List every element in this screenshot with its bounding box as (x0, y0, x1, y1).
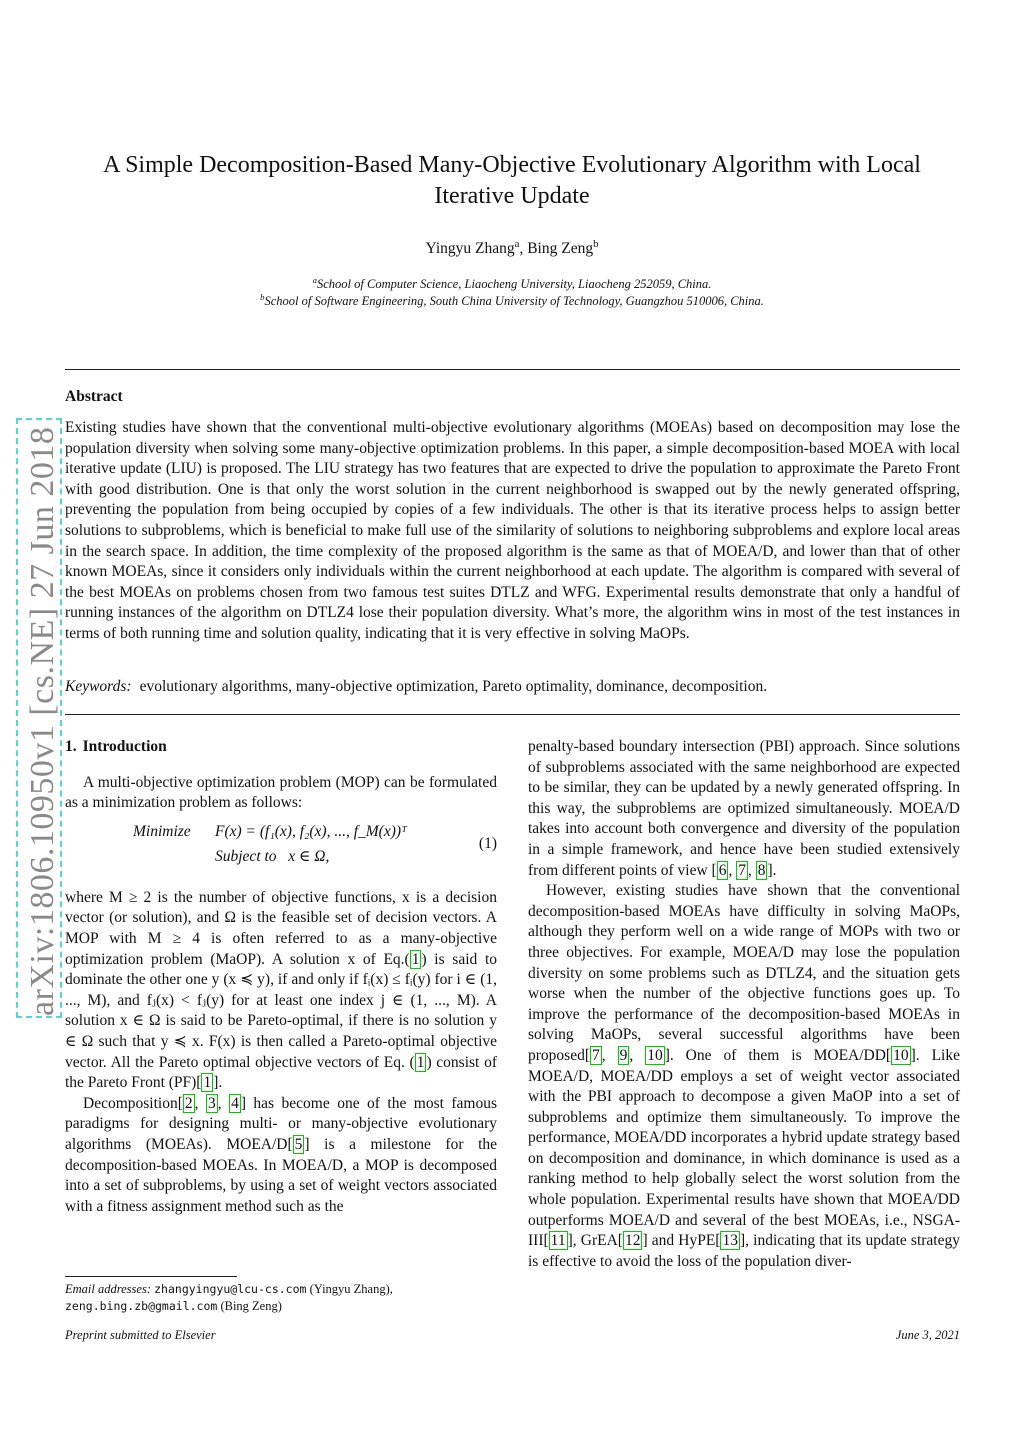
equation-number: (1) (478, 834, 497, 852)
affiliations (0, 276, 1024, 310)
equation-link[interactable]: 1 (416, 1053, 425, 1071)
author-mark: b (593, 237, 599, 250)
citation-link[interactable]: 3 (207, 1094, 216, 1112)
citation-link[interactable]: 4 (231, 1094, 239, 1112)
equation-1: Minimize F(x) = (f₁(x), f₂(x), ..., f_M(x))ᵀ Subject to x ∈ Ω, (1) (133, 822, 497, 865)
equation-link[interactable]: 1 (411, 950, 420, 968)
left-column (65, 737, 497, 1217)
footnote-label: Email addresses: (65, 1282, 151, 1296)
section-heading: 1. Introduction (65, 738, 167, 755)
affiliation-a: $^a$School of Computer Science, Liaocheng University, Liaocheng 252059, China. (312, 274, 712, 291)
citation-link[interactable]: 7 (592, 1046, 600, 1064)
footer-left: Preprint submitted to Elsevier (65, 1328, 216, 1342)
paragraph: where M ≥ 2 is the number of objective functions, x is a decision vector (or solution), and Ω is the feasible set of decision vectors. A MOP with M ≥ 4 is often referred to as a many-objective optimization problem (MaOP). A solution x of Eq.( 1 ) is said to dominate the other one y (x ≼ y), if and only if fᵢ(x) ≤ fᵢ(y) for i ∈ (1, ..., M), and fⱼ(x) < fⱼ(y) for at least one index j ∈ (1, ..., M). A solution x ∈ Ω is said to be Pareto-optimal, if there is no solution y ∈ Ω such that y ≼ x. F(x) is then called a Pareto-optimal objective vector. All the Pareto optimal objective vectors of Eq. ( 1 ) consist of the Pareto Front (PF)[ 1 ]. (65, 888, 497, 1092)
citation-link[interactable]: 2 (184, 1094, 193, 1112)
citation-link[interactable]: 10 (893, 1046, 909, 1064)
footer-date: June 3, 2021 (895, 1328, 960, 1342)
paper-title: A Simple Decomposition-Based Many-Objective Evolutionary Algorithm with Local Iterative Update (103, 152, 921, 209)
footnote-rule (65, 1276, 237, 1277)
footnote: Email addresses: zhangyingyu@lcu-cs.com (Yingyu Zhang), zeng.bing.zb@gmail.com (Bing Zeng) (65, 1282, 393, 1313)
citation-link[interactable]: 13 (722, 1232, 738, 1250)
keywords (65, 678, 960, 696)
paragraph: A multi-objective optimization problem (MOP) can be formulated as a minimization problem as follows: (65, 773, 497, 812)
email-link[interactable]: zeng.bing.zb@gmail.com (65, 1299, 218, 1313)
citation-link[interactable]: 8 (757, 861, 766, 879)
divider-top (65, 369, 960, 370)
email-link[interactable]: zhangyingyu@lcu-cs.com (154, 1282, 307, 1296)
citation-link[interactable]: 12 (624, 1232, 641, 1250)
paragraph: penalty-based boundary intersection (PBI) approach. Since solutions of subproblems associated with the same neighborhood are expected to be similar, they can be updated by a newly generated offspring. In this way, the subproblems are optimized simultaneously. MOEA/D takes into account both convergence and diversity of the population in a simple framework, and hence have been studied extensively from different points of view [ 6 , 7 , 8 ]. (528, 738, 960, 879)
citation-link[interactable]: 10 (647, 1046, 663, 1064)
divider-bottom (65, 714, 960, 715)
paragraph: However, existing studies have shown that the conventional decomposition-based MOEAs have difficulty in solving MaOPs, although they perform well on a wide range of MOPs with two or three objectives. For example, MOEA/D may lose the population diversity on some problems such as DTLZ4, and the situation gets worse when the number of the objective functions goes up. To improve the performance of the decomposition-based MOEAs in solving MaOPs, several successful algorithms have been proposed[ 7 , 9 , 10 ]. One of them is MOEA/DD[ 10 ]. Like MOEA/D, MOEA/DD employs a set of weight vector associated with the PBI approach to decompose a given MaOP into a set of subproblems and optimize them simultaneously. To improve the performance, MOEA/DD incorporates a hybrid update strategy based on decomposition and dominance, in which dominance is used as a ranking method to help globally select the worst solution from the whole population. Experimental results have shown that MOEA/DD outperforms MOEA/D and several of the best MOEAs, i.e., NSGA-III[ 11 ], GrEA[ 12 ] and HyPE[ 13 ], indicating that its update strategy is effective to avoid the loss of the population diver- (528, 882, 960, 1270)
right-column (528, 737, 960, 1272)
keywords-label: Keywords: (65, 678, 132, 695)
author-mark: a (514, 237, 520, 250)
abstract-text: Existing studies have shown that the conventional multi-objective evolutionary algorithms (MOEAs) based on decomposition may lose the population diversity when solving some many-objective optimization problems. In this paper, a simple decomposition-based MOEA with local iterative update (LIU) is proposed. The LIU strategy has two features that are expected to drive the population to approximate the Pareto Front with good distribution. One is that only the worst solution in the current neighborhood is swapped out by the newly generated offspring, preventing the population from being occupied by copies of a few individuals. The other is that its iterative process helps to assign better solutions to subproblems, which is beneficial to make full use of the similarity of solutions to neighboring subproblems and explore local areas in the search space. In addition, the time complexity of the proposed algorithm is the same as that of MOEA/D, and lower than that of other known MOEAs, since it considers only individuals within the current neighborhood at each update. The algorithm is compared with several of the best MOEAs on problems chosen from two famous test suites DTLZ and WFG. Experimental results demonstrate that only a handful of running instances of the algorithm on DTLZ4 lose their population diversity. What’s more, the algorithm wins in most of the test instances in terms of both running time and solution quality, indicating that it is very effective in solving MaOPs. (65, 419, 960, 642)
citation-link[interactable]: 5 (294, 1135, 303, 1153)
keywords-list: evolutionary algorithms, many-objective optimization, Pareto optimality, dominance, decomposition. (139, 678, 768, 695)
abstract-heading: Abstract (65, 388, 123, 405)
arxiv-stamp[interactable]: arXiv:1806.10950v1 [cs.NE] 27 Jun 2018 (24, 426, 61, 1016)
author-list: Yingyu Zhang$^a$, Bing Zeng$^b$ (425, 237, 599, 257)
paragraph: Decomposition[ 2 , 3 , 4 ] has become one of the most famous paradigms for designing multi- or many-objective evolutionary algorithms (MOEAs). MOEA/D[ 5 ] is a milestone for the decomposition-based MOEAs. In MOEA/D, a MOP is decomposed into a set of subproblems, by using a set of weight vectors associated with a fitness assignment method such as the (65, 1094, 498, 1215)
author-name: Yingyu Zhang (425, 240, 515, 257)
citation-link[interactable]: 7 (738, 861, 746, 879)
affiliation-b: $^b$School of Software Engineering, South China University of Technology, Guangzhou 510006, China. (260, 291, 764, 308)
citation-link[interactable]: 11 (550, 1232, 566, 1250)
citation-link[interactable]: 9 (619, 1046, 628, 1064)
citation-link[interactable]: 6 (718, 861, 727, 879)
author-name: Bing Zeng (527, 240, 594, 257)
citation-link[interactable]: 1 (203, 1074, 212, 1092)
